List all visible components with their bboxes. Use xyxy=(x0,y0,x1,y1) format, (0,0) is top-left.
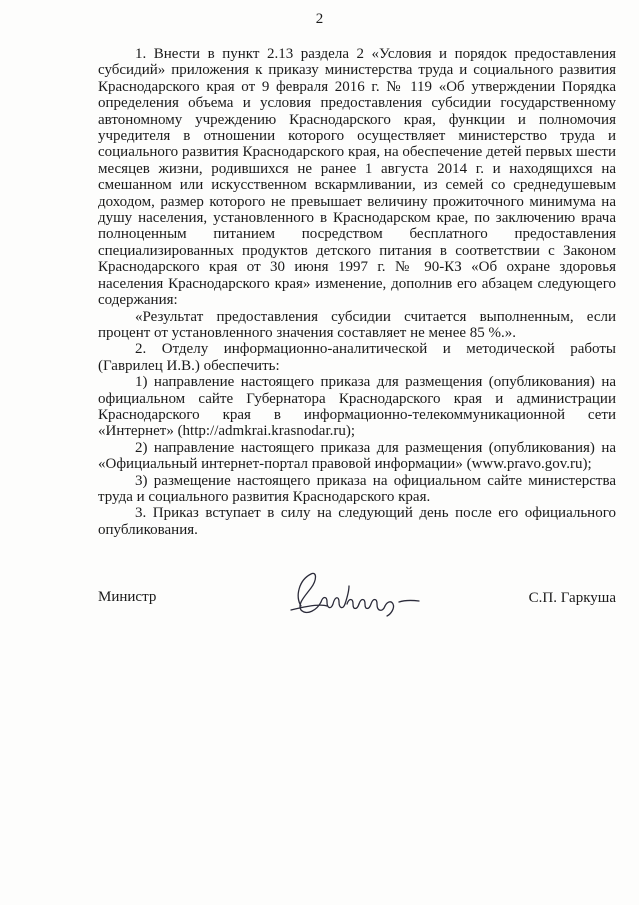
paragraph-item-1-amendment: 1. Внести в пункт 2.13 раздела 2 «Условия и порядок предоставления субсидий» приложения к приказу министерства труда и социального развития Краснодарского края от 9 февраля 2016 г. № 119 «Об утверждении Порядка определения объема и условия предоставления субсидии государственному автономному учреждению Краснодарского края, функции и полномочия учредителя в отношении которого осуществляет министерство труда и социального развития Краснодарского края, на обеспечение детей первых шести месяцев жизни, родившихся не ранее 1 августа 2014 г. и находящихся на смешанном или искусственном вскармливании, из семей со среднедушевым доходом, размер которого не превышает величину прожиточного минимума на душу населения, установленного в Краснодарском крае, по заключению врача полноценным питанием посредством бесплатного предоставления специализированных продуктов детского питания в соответствии с Законом Краснодарского края от 30 июня 1997 г. № 90-КЗ «Об охране здоровья населения Краснодарского края» изменение, дополнив его абзацем следующего содержания: xyxy=(98,46,616,309)
signer-name: С.П. Гаркуша xyxy=(528,590,616,606)
position-title: Министр xyxy=(98,589,157,605)
paragraph-item-2-department: 2. Отделу информационно-аналитической и методической работы (Гаврилец И.В.) обеспечить: xyxy=(98,341,616,374)
page-number: 2 xyxy=(315,11,324,27)
paragraph-subitem-1: 1) направление настоящего приказа для размещения (опубликования) на официальном сайте Губернатора Краснодарского края и администрации Краснодарского края в информационно-телекоммуникационной сети «Интернет» (http://admkrai.krasnodar.ru); xyxy=(98,374,616,440)
paragraph-quoted-addition: «Результат предоставления субсидии считается выполненным, если процент от установленного значения составляет не менее 85 %.». xyxy=(98,308,616,341)
document-body xyxy=(98,46,616,538)
paragraph-subitem-3: 3) размещение настоящего приказа на официальном сайте министерства труда и социального развития Краснодарского края. xyxy=(98,472,616,505)
paragraph-item-3-effective: 3. Приказ вступает в силу на следующий день после его официального опубликования. xyxy=(98,505,616,538)
paragraph-subitem-2: 2) направление настоящего приказа для размещения (опубликования) на «Официальный интернет-портал правовой информации» (www.pravo.gov.ru); xyxy=(98,439,616,473)
handwritten-signature xyxy=(287,566,427,626)
